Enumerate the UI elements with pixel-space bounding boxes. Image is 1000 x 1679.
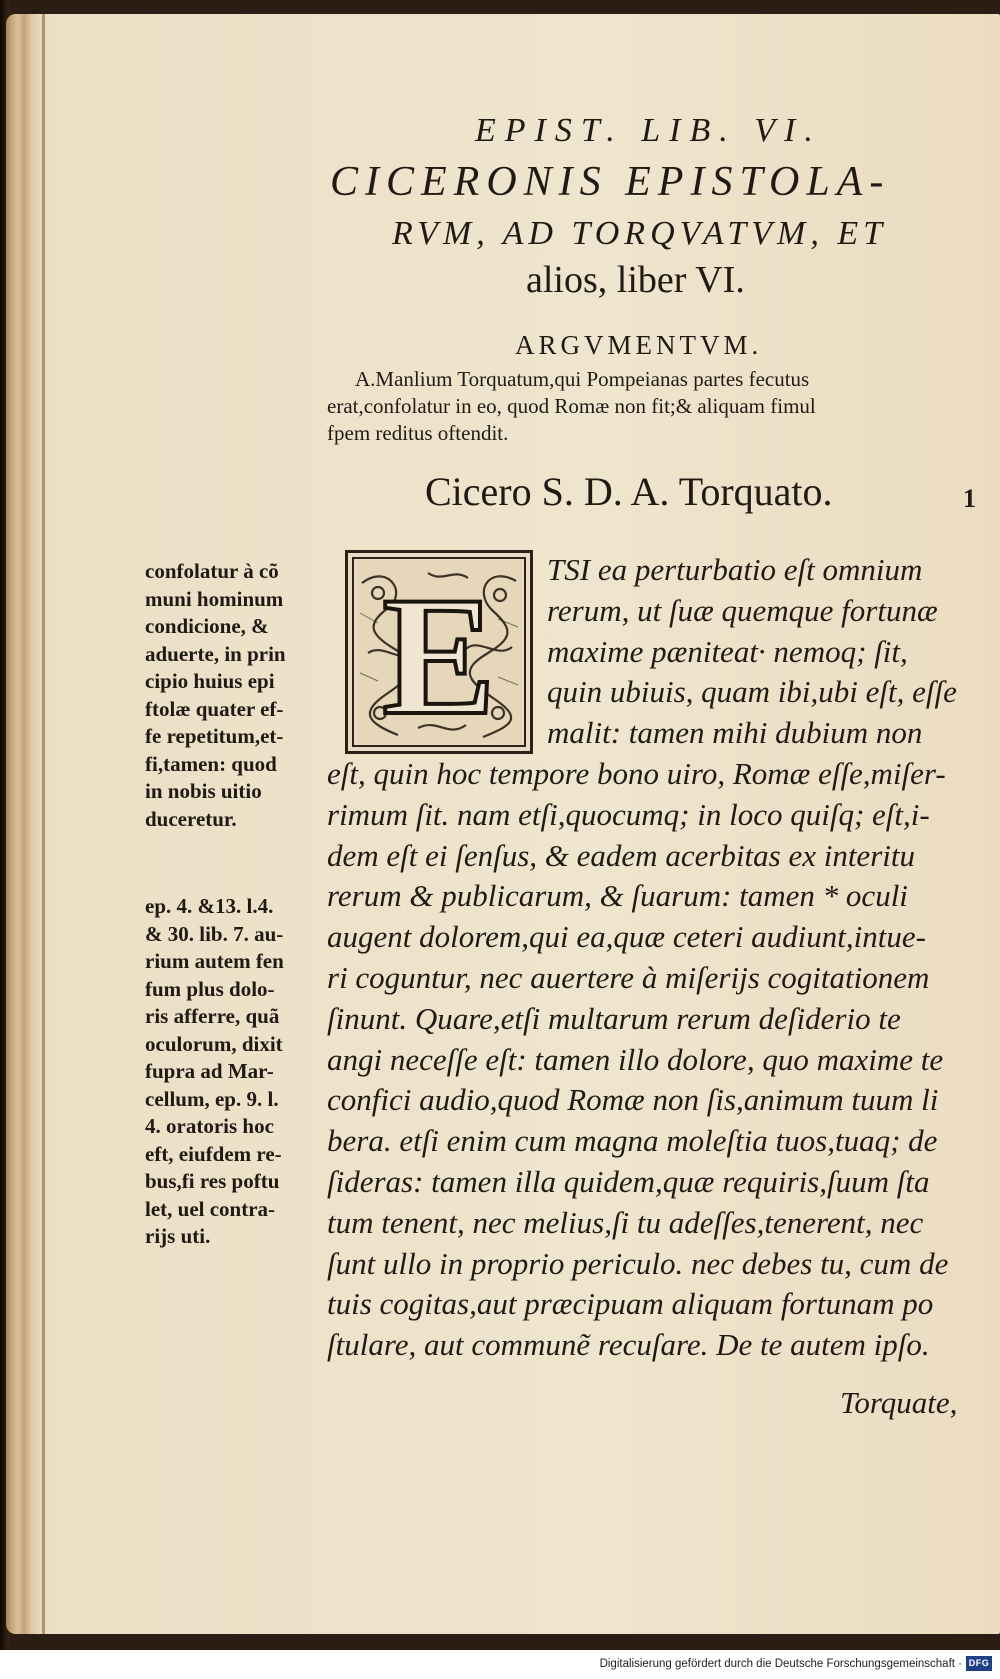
margin-note-line: bus,fi res poftu bbox=[145, 1169, 280, 1193]
body-line: confici audio,quod Romæ non ſis,animum tuum li bbox=[327, 1082, 939, 1118]
title-line-2: RVM, AD TORQVATVM, ET bbox=[392, 215, 888, 252]
margin-note-line: rium autem fen bbox=[145, 949, 284, 973]
decorated-initial-e bbox=[345, 550, 533, 754]
footer-bar bbox=[0, 1650, 1000, 1679]
body-line: augent dolorem,qui ea,quæ ceteri audiunt,intue- bbox=[327, 919, 926, 955]
margin-note-line: fupra ad Mar- bbox=[145, 1059, 274, 1083]
body-line: bera. etſi enim cum magna moleſtia tuos,tuaq; de bbox=[327, 1123, 938, 1159]
drop-cap-letter: E bbox=[382, 562, 496, 750]
body-line: ſinunt. Quare,etſi multarum rerum deſiderio te bbox=[327, 1000, 901, 1036]
margin-note-2 bbox=[145, 893, 325, 1251]
body-line: tum tenent, nec melius,ſi tu adeſſes,tenerent, nec bbox=[327, 1204, 924, 1240]
body-line: ſideras: tamen illa quidem,quæ requiris,ſuum ſta bbox=[327, 1163, 930, 1199]
argument-text bbox=[327, 366, 987, 447]
margin-note-line: oculorum, dixit bbox=[145, 1031, 283, 1056]
margin-note-line: cellum, ep. 9. l. bbox=[145, 1086, 279, 1111]
margin-note-line: rijs uti. bbox=[145, 1224, 211, 1248]
body-line: malit: tamen mihi dubium non bbox=[547, 715, 923, 751]
letter-number: 1 bbox=[963, 484, 976, 513]
body-line: eſt, quin hoc tempore bono uiro, Romæ eſſe,miſer- bbox=[327, 756, 946, 791]
body-line: ſtulare, aut communẽ recuſare. De te autem ipſo. bbox=[327, 1327, 930, 1363]
dfg-logo: DFG bbox=[966, 1656, 992, 1671]
body-line: maxime pæniteat· nemoq; ſit, bbox=[547, 633, 908, 669]
margin-note-1 bbox=[145, 558, 325, 833]
footer-credit: Digitalisierung gefördert durch die Deutsche Forschungsgemeinschaft · bbox=[599, 1658, 962, 1670]
margin-note-line: fum plus dolo- bbox=[145, 976, 275, 1001]
body-line: rerum & publicarum, & ſuarum: tamen * oculi bbox=[327, 878, 908, 914]
title-line-3: alios, liber VI. bbox=[526, 259, 745, 301]
body-text-beside-initial bbox=[547, 550, 987, 754]
margin-note-line: fe repetitum,et- bbox=[145, 724, 284, 748]
body-line: quin ubiuis, quam ibi,ubi eſt, eſſe bbox=[547, 674, 957, 710]
body-line: rerum, ut ſuæ quemque fortunæ bbox=[547, 592, 938, 628]
catchword: Torquate, bbox=[840, 1385, 958, 1420]
letter-salutation: Cicero S. D. A. Torquato. bbox=[425, 469, 833, 514]
body-line: ri coguntur, nec auertere à miſerijs cogitationem bbox=[327, 959, 930, 995]
argument-line: A.Manlium Torquatum,qui Pompeianas partes fecutus bbox=[355, 367, 810, 391]
margin-note-line: confolatur à cõ bbox=[145, 559, 279, 583]
body-line: tuis cogitas,aut præcipuam aliquam fortunam po bbox=[327, 1286, 934, 1322]
margin-note-line: eft, eiufdem re- bbox=[145, 1141, 282, 1166]
margin-note-line: & 30. lib. 7. au- bbox=[145, 921, 284, 946]
margin-note-line: condicione, & bbox=[145, 614, 269, 638]
margin-note-line: duceretur. bbox=[145, 806, 237, 831]
margin-note-line: ris afferre, quã bbox=[145, 1004, 280, 1028]
argument-line: fpem reditus oftendit. bbox=[327, 421, 509, 445]
body-line: angi neceſſe eſt: tamen illo dolore, quo maxime te bbox=[327, 1041, 944, 1077]
running-head: EPIST. LIB. VI. bbox=[475, 112, 822, 149]
argument-line: erat,confolatur in eo, quod Romæ non fit;& aliquam fimul bbox=[327, 394, 816, 418]
margin-note-line: ep. 4. &13. l.4. bbox=[145, 894, 274, 918]
body-line: rimum ſit. nam etſi,quocumq; in loco quiſq; eſt,i- bbox=[327, 796, 930, 832]
title-line-1: CICERONIS EPISTOLA- bbox=[330, 159, 891, 205]
margin-note-line: let, uel contra- bbox=[145, 1196, 276, 1221]
body-line: dem eſt ei ſenſus, & eadem acerbitas ex interitu bbox=[327, 837, 915, 873]
margin-note-line: cipio huius epi bbox=[145, 669, 275, 693]
argument-heading: ARGVMENTVM. bbox=[515, 330, 763, 360]
ornament-woodcut-icon bbox=[348, 553, 530, 751]
margin-note-line: muni hominum bbox=[145, 586, 284, 611]
body-line: ſunt ullo in proprio periculo. nec debes tu, cum de bbox=[327, 1245, 949, 1281]
margin-note-line: in nobis uitio bbox=[145, 779, 262, 803]
margin-note-line: aduerte, in prin bbox=[145, 641, 286, 666]
body-text bbox=[327, 754, 992, 1366]
margin-note-line: 4. oratoris hoc bbox=[145, 1114, 274, 1138]
margin-note-line: ftolæ quater ef- bbox=[145, 696, 284, 721]
margin-note-line: fi,tamen: quod bbox=[145, 751, 277, 776]
body-line: TSI ea perturbatio eſt omnium bbox=[547, 552, 923, 587]
